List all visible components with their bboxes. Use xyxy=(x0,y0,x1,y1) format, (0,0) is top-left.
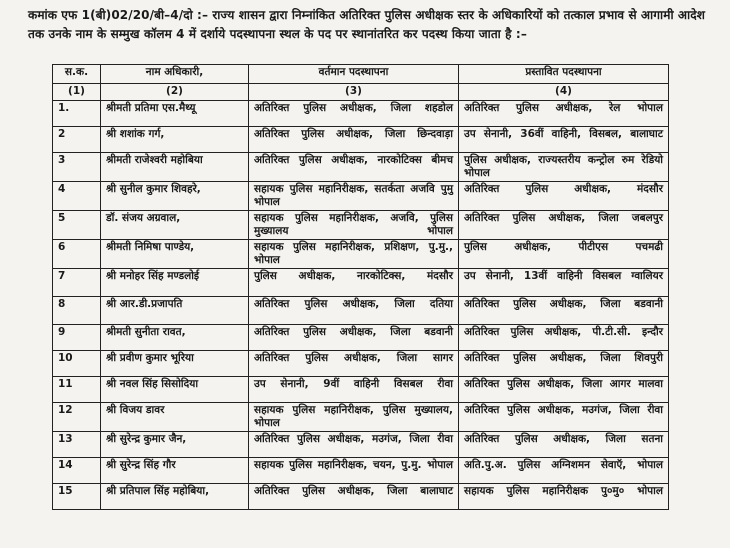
table-column-number-row xyxy=(53,84,669,101)
officer-name-cell: श्री सुनील कुमार शिवहरे, xyxy=(101,182,249,211)
current-posting-cell: सहायक पुलिस महानिरीक्षक, पुलिस मुख्यालय, भोपाल xyxy=(249,403,459,432)
serial-number-cell: 9 xyxy=(53,325,101,351)
table-row xyxy=(53,269,669,297)
header-proposed-posting: प्रस्तावित पदस्थापना xyxy=(459,65,669,84)
officer-name-cell: श्रीमती सुनीता रावत, xyxy=(101,325,249,351)
table-row xyxy=(53,153,669,182)
table-row xyxy=(53,351,669,377)
proposed-posting-cell: पुलिस अधीक्षक, पीटीएस पचमढी xyxy=(459,240,669,269)
current-posting-cell: अतिरिक्त पुलिस अधीक्षक, जिला सागर xyxy=(249,351,459,377)
table-row xyxy=(53,101,669,127)
proposed-posting-cell: सहायक पुलिस महानिरीक्षक पु०मु० भोपाल xyxy=(459,484,669,510)
officer-name-cell: श्री आर.डी.प्रजापति xyxy=(101,297,249,325)
table-row xyxy=(53,182,669,211)
current-posting-cell: अतिरिक्त पुलिस अधीक्षक, जिला दतिया xyxy=(249,297,459,325)
header-current-posting: वर्तमान पदस्थापना xyxy=(249,65,459,84)
serial-number-cell: 14 xyxy=(53,458,101,484)
header-serial: स.क. xyxy=(53,65,101,84)
table-row xyxy=(53,484,669,510)
current-posting-cell: पुलिस अधीक्षक, नारकोटिक्स, मंदसौर xyxy=(249,269,459,297)
current-posting-cell: अतिरिक्त पुलिस अधीक्षक, जिला बडवानी xyxy=(249,325,459,351)
proposed-posting-cell: अतिरिक्त पुलिस अधीक्षक, पी.टी.सी. इन्दौर xyxy=(459,325,669,351)
current-posting-cell: अतिरिक्त पुलिस अधीक्षक, नारकोटिक्स बीमच xyxy=(249,153,459,182)
table-row xyxy=(53,325,669,351)
table-row xyxy=(53,127,669,153)
proposed-posting-cell: अतिरिक्त पुलिस अधीक्षक, जिला आगर मालवा xyxy=(459,377,669,403)
serial-number-cell: 11 xyxy=(53,377,101,403)
table-row xyxy=(53,377,669,403)
officer-name-cell: डॉ. संजय अग्रवाल, xyxy=(101,211,249,240)
officer-name-cell: श्रीमती राजेश्वरी महोबिया xyxy=(101,153,249,182)
current-posting-cell: उप सेनानी, 9वीं वाहिनी विसबल रीवा xyxy=(249,377,459,403)
proposed-posting-cell: अतिरिक्त पुलिस अधीक्षक, जिला शिवपुरी xyxy=(459,351,669,377)
table-row xyxy=(53,458,669,484)
serial-number-cell: 5 xyxy=(53,211,101,240)
officer-name-cell: श्री प्रवीण कुमार भूरिया xyxy=(101,351,249,377)
current-posting-cell: सहायक पुलिस महानिरीक्षक, प्रशिक्षण, पु.मु., भोपाल xyxy=(249,240,459,269)
column-number: (1) xyxy=(53,84,101,101)
serial-number-cell: 1. xyxy=(53,101,101,127)
current-posting-cell: अतिरिक्त पुलिस अधीक्षक, जिला शहडोल xyxy=(249,101,459,127)
proposed-posting-cell: अतिरिक्त पुलिस अधीक्षक, जिला जबलपुर xyxy=(459,211,669,240)
serial-number-cell: 6 xyxy=(53,240,101,269)
serial-number-cell: 7 xyxy=(53,269,101,297)
officer-name-cell: श्री नवल सिंह सिसोदिया xyxy=(101,377,249,403)
serial-number-cell: 13 xyxy=(53,432,101,458)
proposed-posting-cell: अतिरिक्त पुलिस अधीक्षक, रेल भोपाल xyxy=(459,101,669,127)
officer-name-cell: श्रीमती प्रतिमा एस.मैथ्यू xyxy=(101,101,249,127)
column-number: (2) xyxy=(101,84,249,101)
proposed-posting-cell: अति.पु.अ. पुलिस अग्निशमन सेवाऍ, भोपाल xyxy=(459,458,669,484)
serial-number-cell: 3 xyxy=(53,153,101,182)
proposed-posting-cell: उप सेनानी, 36वीं वाहिनी, विसबल, बालाघाट xyxy=(459,127,669,153)
officer-name-cell: श्री विजय डावर xyxy=(101,403,249,432)
table-row xyxy=(53,432,669,458)
serial-number-cell: 8 xyxy=(53,297,101,325)
table-row xyxy=(53,297,669,325)
officer-name-cell: श्री प्रतिपाल सिंह महोबिया, xyxy=(101,484,249,510)
column-number: (4) xyxy=(459,84,669,101)
header-officer-name: नाम अधिकारी, xyxy=(101,65,249,84)
serial-number-cell: 10 xyxy=(53,351,101,377)
transfer-table xyxy=(52,64,669,510)
officer-name-cell: श्री शशांक गर्ग, xyxy=(101,127,249,153)
officer-name-cell: श्रीमती निमिषा पाण्डेय, xyxy=(101,240,249,269)
officer-name-cell: श्री मनोहर सिंह मण्डलोई xyxy=(101,269,249,297)
proposed-posting-cell: अतिरिक्त पुलिस अधीक्षक, मंदसौर xyxy=(459,182,669,211)
proposed-posting-cell: अतिरिक्त पुलिस अधीक्षक, जिला बडवानी xyxy=(459,297,669,325)
proposed-posting-cell: अतिरिक्त पुलिस अधीक्षक, मउगंज, जिला रीवा xyxy=(459,403,669,432)
serial-number-cell: 4 xyxy=(53,182,101,211)
officer-name-cell: श्री सुरेन्द्र कुमार जैन, xyxy=(101,432,249,458)
serial-number-cell: 12 xyxy=(53,403,101,432)
serial-number-cell: 15 xyxy=(53,484,101,510)
serial-number-cell: 2 xyxy=(53,127,101,153)
table-row xyxy=(53,240,669,269)
current-posting-cell: अतिरिक्त पुलिस अधीक्षक, जिला छिन्दवाड़ा xyxy=(249,127,459,153)
current-posting-cell: सहायक पुलिस महानिरीक्षक, सतर्कता अजवि पुमु भोपाल xyxy=(249,182,459,211)
proposed-posting-cell: अतिरिक्त पुलिस अधीक्षक, जिला सतना xyxy=(459,432,669,458)
current-posting-cell: अतिरिक्त पुलिस अधीक्षक, जिला बालाघाट xyxy=(249,484,459,510)
table-row xyxy=(53,211,669,240)
officer-name-cell: श्री सुरेन्द्र सिंह गौर xyxy=(101,458,249,484)
order-intro-paragraph: कमांक एफ 1(बी)02/20/बी–4/दो :– राज्य शासन द्वारा निम्नांकित अतिरिक्त पुलिस अधीक्षक स्तर के अधिकारियों को तत्काल प्रभाव से आगामी आदेश तक उनके नाम के सम्मुख कॉलम 4 में दर्शाये पदस्थापना स्थल के पद पर स्थानांतरित कर पदस्थ किया जाता है :– xyxy=(28,8,706,41)
current-posting-cell: सहायक पुलिस महानिरीक्षक, चयन, पु.मु. भोपाल xyxy=(249,458,459,484)
proposed-posting-cell: पुलिस अधीक्षक, राज्यस्तरीय कन्ट्रोल रुम रेडियो भोपाल xyxy=(459,153,669,182)
current-posting-cell: अतिरिक्त पुलिस अधीक्षक, मउगंज, जिला रीवा xyxy=(249,432,459,458)
table-row xyxy=(53,403,669,432)
proposed-posting-cell: उप सेनानी, 13वीं वाहिनी विसबल ग्वालियर xyxy=(459,269,669,297)
table-header-row xyxy=(53,65,669,84)
column-number: (3) xyxy=(249,84,459,101)
current-posting-cell: सहायक पुलिस महानिरीक्षक, अजवि, पुलिस मुख्यालय भोपाल xyxy=(249,211,459,240)
